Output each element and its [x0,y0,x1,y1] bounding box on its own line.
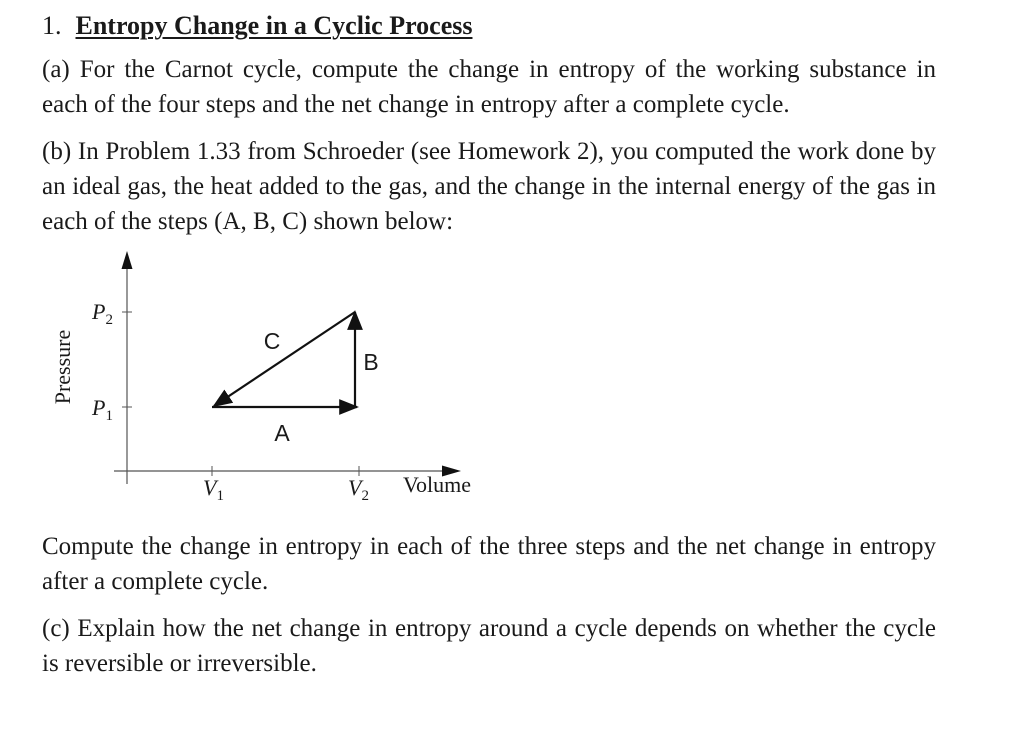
part-b-text: (b) In Problem 1.33 from Schroeder (see Homework 2), you computed the work done by an ideal gas, the heat added to the gas, and the change in the internal energy of the gas in each of the steps (A, B, C) shown below: [42,138,936,235]
p1-label: $P_1$ [92,395,113,424]
step-c-path [214,312,355,406]
part-c-text: (c) Explain how the net change in entropy around a cycle depends on whether the cycle is reversible or irreversible. [42,615,936,677]
v1-label: $V_1$ [203,475,224,504]
after-figure-text: Compute the change in entropy in each of the three steps and the net change in entropy after a complete cycle. [42,533,936,595]
step-a-label: A [274,420,290,446]
part-a-text: (a) For the Carnot cycle, compute the change in entropy of the working substance in each of the four steps and the net change in entropy after a complete cycle. [42,56,936,118]
v2-label: $V_2$ [348,475,369,504]
y-axis-label: Pressure [50,329,75,405]
problem-heading [42,8,936,44]
x-axis-label: Volume [403,472,472,497]
step-b-label: B [363,349,379,375]
y-axis-arrowhead [122,251,133,269]
pv-diagram-svg [42,239,936,529]
step-c-label: C [263,328,281,354]
problem-title: Entropy Change in a Cyclic Process [75,11,473,40]
problem-1 [42,8,936,681]
problem-number: 1. [42,11,62,40]
pv-diagram [42,239,936,529]
p2-label: $P_2$ [92,299,113,328]
